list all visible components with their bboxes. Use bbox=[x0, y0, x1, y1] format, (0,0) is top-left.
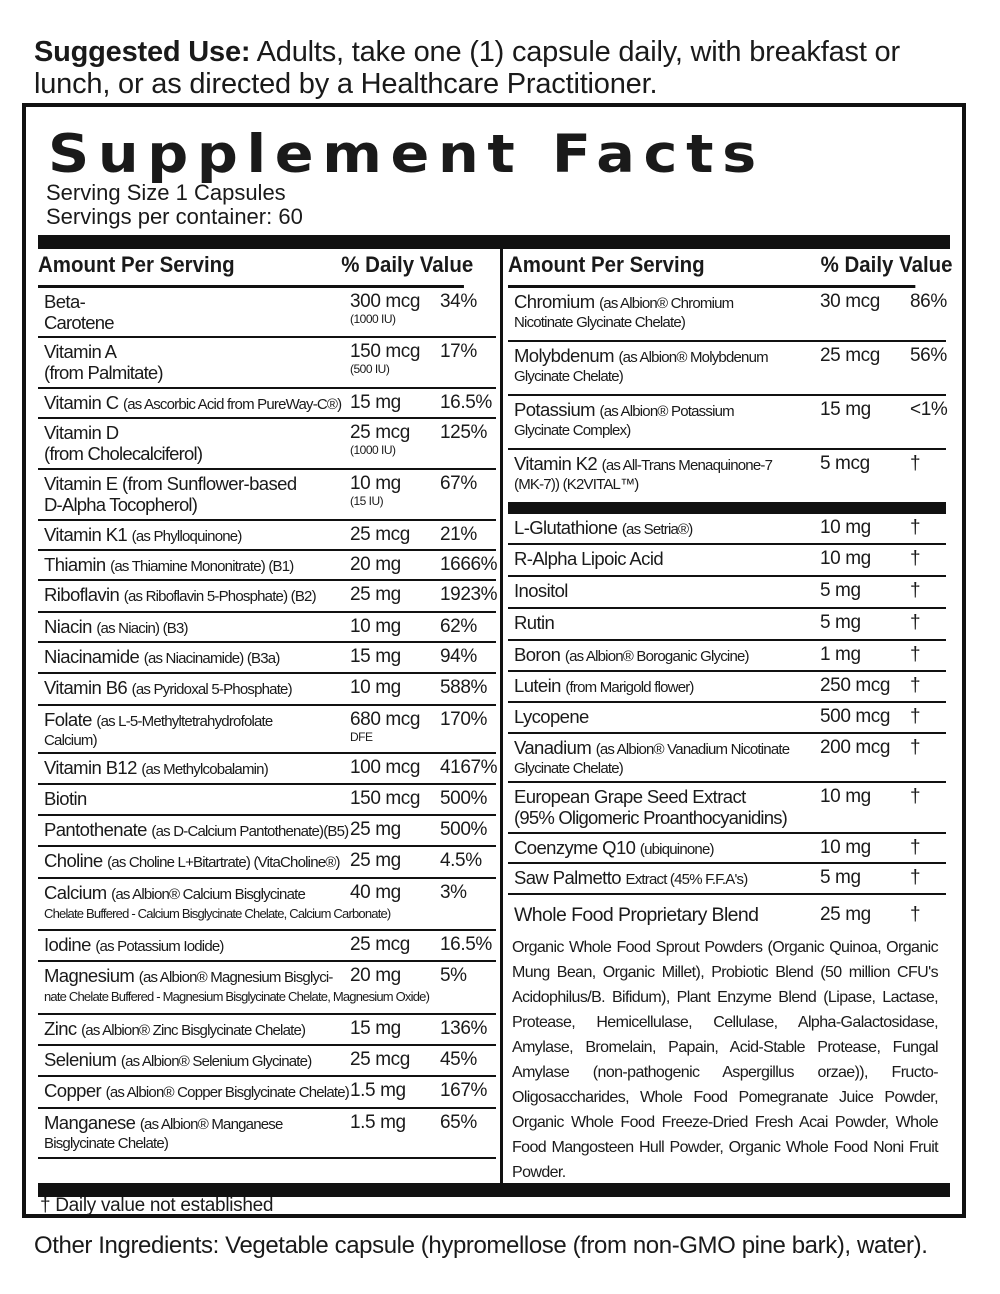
amount-value: 10 mg bbox=[820, 786, 871, 807]
amount-value: 300 mcg bbox=[350, 291, 421, 312]
nutrient-detail: (as Phylloquinone) bbox=[131, 528, 242, 545]
nutrient-name bbox=[44, 585, 316, 607]
nutrient-label: Niacin bbox=[44, 616, 92, 637]
nutrient-name bbox=[514, 676, 694, 698]
nutrient-name bbox=[44, 292, 85, 312]
amount-value: 25 mcg bbox=[350, 1049, 410, 1070]
daily-value: 65% bbox=[440, 1112, 477, 1133]
nutrient-name bbox=[514, 838, 714, 860]
nutrient-subtext: nate Chelate Buffered - Magnesium Bisglycinate Chelate, Magnesium Oxide) bbox=[44, 989, 430, 1004]
daily-value: 1923% bbox=[440, 584, 498, 605]
nutrient-subtext: (MK-7)) (K2VITAL™) bbox=[514, 476, 639, 493]
right-column bbox=[508, 247, 953, 1181]
amount bbox=[350, 851, 401, 871]
amount-value: 500 mcg bbox=[820, 706, 891, 727]
daily-value: 125% bbox=[440, 422, 487, 443]
nutrient-name bbox=[514, 787, 746, 807]
nutrient-row bbox=[38, 706, 496, 754]
daily-value: 4167% bbox=[440, 757, 498, 778]
blend-description: Organic Whole Food Sprout Powders (Organic Quinoa, Organic Mung Bean, Organic Millet), Probiotic Blend (50 million CFU's Acidophilus/B. Bifidum), Plant Enzyme Blend (Lipase, Lactase, Protease, Hemicellulase, Cellulase, Alpha-Galactosidase, Amylase, Bromelain, Papain, Acid-Stable Protease, Fungal Amylase (non-pathogenic Aspergillus orzae)), Fructo-Oligosaccharides, Whole Food Pomegranate Juice Powder, Organic Whole Food Freeze-Dried Fresh Acai Powder, Whole Food Mangosteen Hull Powder, Organic Whole Food Noni Fruit Powder. bbox=[512, 939, 938, 1181]
amount bbox=[350, 1081, 406, 1101]
daily-value: † bbox=[910, 548, 921, 569]
nutrient-label: Niacinamide bbox=[44, 646, 140, 667]
nutrient-row bbox=[508, 834, 946, 864]
amount bbox=[820, 787, 871, 807]
nutrient-row bbox=[38, 785, 496, 816]
nutrient-detail: (as Methylcobalamin) bbox=[141, 761, 268, 778]
nutrient-detail: (as Albion® Selenium Glycinate) bbox=[120, 1053, 312, 1070]
nutrient-name bbox=[44, 474, 297, 494]
daily-value: 16.5% bbox=[440, 392, 492, 413]
nutrient-label: Folate bbox=[44, 709, 92, 730]
daily-value: 16.5% bbox=[440, 934, 492, 955]
nutrient-subtext: Bisglycinate Chelate) bbox=[44, 1135, 169, 1152]
amount-value: 40 mg bbox=[350, 882, 401, 903]
supplement-facts-panel bbox=[22, 103, 966, 1218]
amount bbox=[350, 710, 420, 744]
nutrient-name bbox=[514, 346, 768, 368]
amount-value: 25 mg bbox=[350, 584, 401, 605]
nutrient-name bbox=[44, 883, 305, 905]
nutrient-row bbox=[38, 879, 496, 931]
nutrient-detail: (as Pyridoxal 5-Phosphate) bbox=[131, 681, 292, 698]
daily-value: 67% bbox=[440, 473, 477, 494]
nutrient-label: Pantothenate bbox=[44, 819, 147, 840]
nutrient-name bbox=[44, 525, 242, 547]
nutrient-row bbox=[38, 1077, 496, 1109]
nutrient-detail: (as Albion® Magnesium Bisglyci- bbox=[138, 969, 333, 986]
blend-row bbox=[508, 895, 946, 935]
nutrient-detail: (as Albion® Vanadium Nicotinate bbox=[595, 741, 790, 758]
amount-value: 15 mg bbox=[350, 646, 401, 667]
daily-value: 167% bbox=[440, 1080, 487, 1101]
daily-value: † bbox=[910, 644, 921, 665]
nutrient-label: Vitamin E (from Sunflower-based bbox=[44, 473, 297, 494]
daily-value: 5% bbox=[440, 965, 467, 986]
nutrient-row bbox=[38, 551, 496, 581]
nutrient-detail: (as Albion® Calcium Bisglycinate bbox=[111, 886, 306, 903]
nutrient-subtext: Glycinate Complex) bbox=[514, 422, 631, 439]
amount-value: 25 mcg bbox=[350, 524, 410, 545]
nutrient-row bbox=[508, 288, 946, 342]
amount bbox=[820, 292, 880, 312]
nutrient-label: Vitamin D bbox=[44, 422, 119, 443]
nutrient-row bbox=[38, 470, 496, 521]
nutrient-subtext: Glycinate Chelate) bbox=[514, 368, 623, 385]
amount bbox=[350, 617, 401, 637]
nutrient-row bbox=[38, 389, 496, 419]
daily-value: 34% bbox=[440, 291, 477, 312]
nutrient-detail: (as Albion® Molybdenum bbox=[618, 349, 768, 366]
amount-value: 5 mg bbox=[820, 580, 861, 601]
nutrient-label: L-Glutathione bbox=[514, 517, 618, 538]
nutrient-label: Potassium bbox=[514, 399, 595, 420]
nutrient-label: Zinc bbox=[44, 1018, 77, 1039]
amount-value: 10 mg bbox=[820, 837, 871, 858]
left-header bbox=[38, 247, 474, 288]
daily-value: 45% bbox=[440, 1049, 477, 1070]
amount bbox=[820, 400, 871, 420]
amount-per-serving-header: Amount Per Serving bbox=[38, 252, 235, 277]
nutrient-row bbox=[38, 613, 496, 643]
amount-value: 10 mg bbox=[820, 548, 871, 569]
nutrient-name bbox=[514, 454, 772, 476]
nutrient-detail: (as Albion® Manganese bbox=[139, 1116, 283, 1133]
nutrient-row bbox=[38, 1109, 496, 1159]
daily-value: 500% bbox=[440, 819, 487, 840]
nutrient-detail: (ubiquinone) bbox=[639, 841, 714, 858]
nutrient-name bbox=[514, 292, 733, 314]
nutrient-row bbox=[508, 864, 946, 895]
nutrient-name bbox=[44, 1081, 349, 1103]
nutrient-name bbox=[44, 678, 292, 700]
daily-value: 4.5% bbox=[440, 850, 482, 871]
daily-value: 56% bbox=[910, 345, 947, 366]
daily-value: 21% bbox=[440, 524, 477, 545]
amount bbox=[350, 585, 401, 605]
amount bbox=[350, 1050, 410, 1070]
amount bbox=[350, 935, 410, 955]
nutrient-name bbox=[514, 613, 554, 633]
nutrient-subtext: (from Palmitate) bbox=[44, 362, 163, 383]
daily-value: † bbox=[910, 675, 921, 696]
nutrient-label: Biotin bbox=[44, 788, 87, 809]
amount-value: 200 mcg bbox=[820, 737, 891, 758]
nutrient-row bbox=[38, 754, 496, 785]
amount-value: 10 mg bbox=[350, 473, 401, 494]
amount bbox=[820, 868, 861, 888]
amount bbox=[820, 738, 890, 758]
nutrient-subtext: Calcium) bbox=[44, 732, 97, 749]
nutrient-row bbox=[508, 734, 946, 783]
daily-value: 170% bbox=[440, 709, 487, 730]
nutrient-label: Inositol bbox=[514, 580, 568, 601]
amount bbox=[350, 474, 401, 508]
amount bbox=[350, 423, 410, 457]
nutrient-detail: Extract (45% F.F.A's) bbox=[625, 871, 748, 888]
amount-value: 250 mcg bbox=[820, 675, 891, 696]
nutrient-name bbox=[44, 647, 280, 669]
amount bbox=[350, 393, 401, 413]
amount-value: 15 mg bbox=[820, 399, 871, 420]
daily-value: 94% bbox=[440, 646, 477, 667]
blend-name: Whole Food Proprietary Blend bbox=[514, 904, 759, 926]
nutrient-label: Rutin bbox=[514, 612, 555, 633]
nutrient-name bbox=[44, 966, 333, 988]
nutrient-name bbox=[44, 555, 293, 577]
serving-size: Serving Size 1 Capsules bbox=[46, 180, 286, 205]
nutrient-detail: (as Setria®) bbox=[621, 521, 693, 538]
daily-value: † bbox=[910, 612, 921, 633]
daily-value: <1% bbox=[910, 399, 948, 420]
nutrient-label: Vanadium bbox=[514, 737, 592, 758]
nutrient-detail: (as Ascorbic Acid from PureWay-C®) bbox=[123, 396, 342, 413]
daily-value: † bbox=[910, 517, 921, 538]
nutrient-row bbox=[508, 641, 946, 672]
daily-value: 3% bbox=[440, 882, 467, 903]
suggested-use-text: Adults, take one (1) capsule daily, with breakfast or lunch, or as directed by a Healthcare Practitioner. bbox=[34, 36, 900, 100]
section-divider bbox=[508, 504, 946, 514]
amount bbox=[350, 525, 410, 545]
amount-value: 25 mg bbox=[350, 850, 401, 871]
amount-note: (500 IU) bbox=[350, 362, 390, 376]
nutrient-label: Vitamin K2 bbox=[514, 453, 598, 474]
nutrient-label: Vitamin C bbox=[44, 392, 119, 413]
amount-value: 20 mg bbox=[350, 554, 401, 575]
nutrient-name bbox=[44, 789, 87, 809]
amount-note: (15 IU) bbox=[350, 494, 384, 508]
daily-value: 62% bbox=[440, 616, 477, 637]
nutrient-label: R-Alpha Lipoic Acid bbox=[514, 548, 664, 569]
nutrient-detail: (as All-Trans Menaquinone-7 bbox=[601, 457, 773, 474]
amount bbox=[820, 707, 890, 727]
nutrient-name bbox=[44, 820, 348, 842]
daily-value-header: % Daily Value bbox=[820, 252, 953, 277]
nutrient-subtext: Nicotinate Glycinate Chelate) bbox=[514, 314, 686, 331]
right-header bbox=[508, 247, 953, 288]
daily-value: † bbox=[910, 837, 921, 858]
nutrient-name bbox=[44, 851, 340, 873]
amount-value: 5 mg bbox=[820, 612, 861, 633]
nutrient-row bbox=[508, 672, 946, 703]
nutrient-label: Vitamin A bbox=[44, 341, 117, 362]
nutrient-label: Copper bbox=[44, 1080, 102, 1101]
nutrient-name bbox=[44, 393, 341, 415]
nutrient-label: Vitamin B6 bbox=[44, 677, 128, 698]
nutrient-row bbox=[508, 703, 946, 734]
amount bbox=[820, 645, 861, 665]
nutrient-row bbox=[38, 962, 496, 1015]
amount bbox=[350, 647, 401, 667]
nutrient-detail: (as Niacinamide) (B3a) bbox=[143, 650, 280, 667]
nutrient-row bbox=[38, 1015, 496, 1046]
nutrient-name bbox=[44, 1113, 283, 1135]
nutrient-row bbox=[38, 1046, 496, 1077]
amount-value: 5 mcg bbox=[820, 453, 870, 474]
daily-value: 86% bbox=[910, 291, 947, 312]
nutrient-name bbox=[514, 518, 692, 540]
nutrient-row bbox=[38, 338, 496, 389]
nutrient-detail: (as Albion® Chromium bbox=[599, 295, 734, 312]
daily-value: 1666% bbox=[440, 554, 498, 575]
blend-dv: † bbox=[910, 904, 921, 925]
nutrient-row bbox=[38, 419, 496, 470]
daily-value-header: % Daily Value bbox=[341, 252, 474, 277]
nutrient-name bbox=[44, 342, 116, 362]
nutrient-row bbox=[38, 581, 496, 613]
amount bbox=[820, 549, 871, 569]
nutrient-name bbox=[44, 1019, 305, 1041]
servings-per-container: Servings per container: 60 bbox=[46, 204, 303, 229]
nutrient-row bbox=[38, 931, 496, 962]
blend-amount: 25 mg bbox=[820, 904, 871, 925]
nutrient-detail: (as Albion® Copper Bisglycinate Chelate) bbox=[105, 1084, 349, 1101]
left-column bbox=[38, 247, 496, 1159]
nutrient-subtext: D-Alpha Tocopherol) bbox=[44, 494, 198, 515]
nutrient-name bbox=[514, 581, 568, 601]
other-ingredients: Other Ingredients: Vegetable capsule (hypromellose (from non-GMO pine bark), water). bbox=[34, 1232, 928, 1259]
amount-value: 25 mcg bbox=[350, 422, 410, 443]
column-divider bbox=[500, 247, 503, 1185]
amount bbox=[350, 342, 420, 376]
nutrient-row bbox=[508, 577, 946, 609]
nutrient-row bbox=[508, 450, 946, 504]
panel-title: Supplement Facts bbox=[48, 124, 765, 185]
amount-note: (1000 IU) bbox=[350, 443, 396, 457]
amount-value: 10 mg bbox=[350, 616, 401, 637]
nutrient-name bbox=[44, 758, 268, 780]
amount-value: 20 mg bbox=[350, 965, 401, 986]
amount-value: 5 mg bbox=[820, 867, 861, 888]
nutrient-name bbox=[514, 400, 734, 422]
nutrient-label: Lutein bbox=[514, 675, 561, 696]
nutrient-label: Vitamin B12 bbox=[44, 757, 137, 778]
nutrient-label: Lycopene bbox=[514, 706, 589, 727]
amount bbox=[820, 581, 861, 601]
amount-value: 680 mcg bbox=[350, 709, 421, 730]
amount-value: 10 mg bbox=[350, 677, 401, 698]
nutrient-row bbox=[38, 816, 496, 847]
nutrient-label: Saw Palmetto bbox=[514, 867, 621, 888]
nutrient-row bbox=[38, 521, 496, 551]
nutrient-subtext: Glycinate Chelate) bbox=[514, 760, 623, 777]
nutrient-row bbox=[508, 396, 946, 450]
nutrient-label: Coenzyme Q10 bbox=[514, 837, 636, 858]
daily-value: † bbox=[910, 453, 921, 474]
nutrient-row bbox=[508, 783, 946, 834]
daily-value: 500% bbox=[440, 788, 487, 809]
nutrient-row bbox=[38, 643, 496, 674]
nutrient-label: Vitamin K1 bbox=[44, 524, 128, 545]
amount-per-serving-header: Amount Per Serving bbox=[508, 252, 705, 277]
amount-value: 25 mcg bbox=[350, 934, 410, 955]
nutrient-detail: (as Niacin) (B3) bbox=[96, 620, 188, 637]
nutrient-name bbox=[514, 549, 663, 569]
nutrient-name bbox=[514, 707, 589, 727]
amount-value: 1.5 mg bbox=[350, 1080, 406, 1101]
daily-value: 136% bbox=[440, 1018, 487, 1039]
amount-value: 15 mg bbox=[350, 392, 401, 413]
nutrient-label: Choline bbox=[44, 850, 103, 871]
nutrient-subtext: (from Cholecalciferol) bbox=[44, 443, 203, 464]
nutrient-detail: (as D-Calcium Pantothenate)(B5) bbox=[151, 823, 349, 840]
nutrient-label: Beta- bbox=[44, 291, 86, 312]
nutrient-subtext: Chelate Buffered - Calcium Bisglycinate Chelate, Calcium Carbonate) bbox=[44, 906, 391, 921]
amount-value: 15 mg bbox=[350, 1018, 401, 1039]
nutrient-row bbox=[38, 847, 496, 879]
amount bbox=[350, 820, 401, 840]
amount bbox=[820, 518, 871, 538]
nutrient-name bbox=[514, 645, 749, 667]
nutrient-name bbox=[44, 423, 118, 443]
nutrient-name bbox=[44, 617, 188, 639]
amount-value: 1 mg bbox=[820, 644, 861, 665]
nutrient-detail: (as Thiamine Mononitrate) (B1) bbox=[110, 558, 294, 575]
amount-note: (1000 IU) bbox=[350, 312, 396, 326]
nutrient-label: Calcium bbox=[44, 882, 107, 903]
nutrient-label: European Grape Seed Extract bbox=[514, 786, 746, 807]
amount bbox=[350, 292, 420, 326]
amount bbox=[350, 1019, 401, 1039]
nutrient-detail: (as Albion® Boroganic Glycine) bbox=[564, 648, 749, 665]
amount-value: 25 mcg bbox=[820, 345, 880, 366]
nutrient-label: Boron bbox=[514, 644, 561, 665]
nutrient-subtext: Carotene bbox=[44, 312, 114, 333]
daily-value: † bbox=[910, 580, 921, 601]
amount bbox=[350, 758, 420, 778]
suggested-use bbox=[34, 36, 974, 100]
nutrient-label: Iodine bbox=[44, 934, 91, 955]
nutrient-label: Riboflavin bbox=[44, 584, 120, 605]
amount-value: 10 mg bbox=[820, 517, 871, 538]
amount-note: DFE bbox=[350, 730, 373, 744]
amount-value: 1.5 mg bbox=[350, 1112, 406, 1133]
nutrient-label: Molybdenum bbox=[514, 345, 614, 366]
amount bbox=[350, 883, 401, 903]
nutrient-detail: (as Albion® Zinc Bisglycinate Chelate) bbox=[81, 1022, 306, 1039]
amount bbox=[350, 789, 420, 809]
nutrient-detail: (as Riboflavin 5-Phosphate) (B2) bbox=[123, 588, 316, 605]
nutrient-detail: (as Potassium Iodide) bbox=[95, 938, 224, 955]
amount bbox=[350, 555, 401, 575]
nutrient-name bbox=[44, 710, 272, 732]
nutrient-row bbox=[508, 609, 946, 641]
amount bbox=[820, 346, 880, 366]
daily-value: † bbox=[910, 867, 921, 888]
amount bbox=[820, 454, 870, 474]
nutrient-name bbox=[514, 738, 789, 760]
nutrient-detail: (as L-5-Methyltetrahydrofolate bbox=[96, 713, 273, 730]
nutrient-label: Thiamin bbox=[44, 554, 106, 575]
nutrient-name bbox=[44, 1050, 311, 1072]
nutrient-row bbox=[508, 342, 946, 396]
amount bbox=[350, 678, 401, 698]
nutrient-row bbox=[38, 674, 496, 706]
nutrient-subtext: (95% Oligomeric Proanthocyanidins) bbox=[514, 807, 788, 828]
amount-value: 25 mg bbox=[350, 819, 401, 840]
daily-value: † bbox=[910, 706, 921, 727]
nutrient-row bbox=[38, 288, 496, 338]
daily-value: 588% bbox=[440, 677, 487, 698]
amount bbox=[820, 838, 871, 858]
nutrient-name bbox=[44, 935, 224, 957]
amount bbox=[350, 1113, 406, 1133]
amount-value: 30 mcg bbox=[820, 291, 880, 312]
amount-value: 150 mcg bbox=[350, 788, 421, 809]
daily-value: † bbox=[910, 786, 921, 807]
amount bbox=[820, 613, 861, 633]
nutrient-label: Manganese bbox=[44, 1112, 136, 1133]
suggested-use-label: Suggested Use: bbox=[34, 36, 251, 68]
nutrient-detail: (as Albion® Potassium bbox=[599, 403, 734, 420]
nutrient-name bbox=[514, 868, 747, 890]
daily-value: † bbox=[910, 737, 921, 758]
footnote: † Daily value not established bbox=[40, 1195, 274, 1216]
amount bbox=[350, 966, 401, 986]
daily-value: 17% bbox=[440, 341, 477, 362]
nutrient-label: Magnesium bbox=[44, 965, 135, 986]
amount bbox=[820, 676, 890, 696]
amount-value: 100 mcg bbox=[350, 757, 421, 778]
nutrient-label: Chromium bbox=[514, 291, 595, 312]
amount-value: 150 mcg bbox=[350, 341, 421, 362]
nutrient-row bbox=[508, 545, 946, 577]
nutrient-detail: (from Marigold flower) bbox=[565, 679, 694, 696]
nutrient-row bbox=[508, 514, 946, 545]
nutrient-detail: (as Choline L+Bitartrate) (VitaCholine®) bbox=[107, 854, 340, 871]
nutrient-label: Selenium bbox=[44, 1049, 117, 1070]
